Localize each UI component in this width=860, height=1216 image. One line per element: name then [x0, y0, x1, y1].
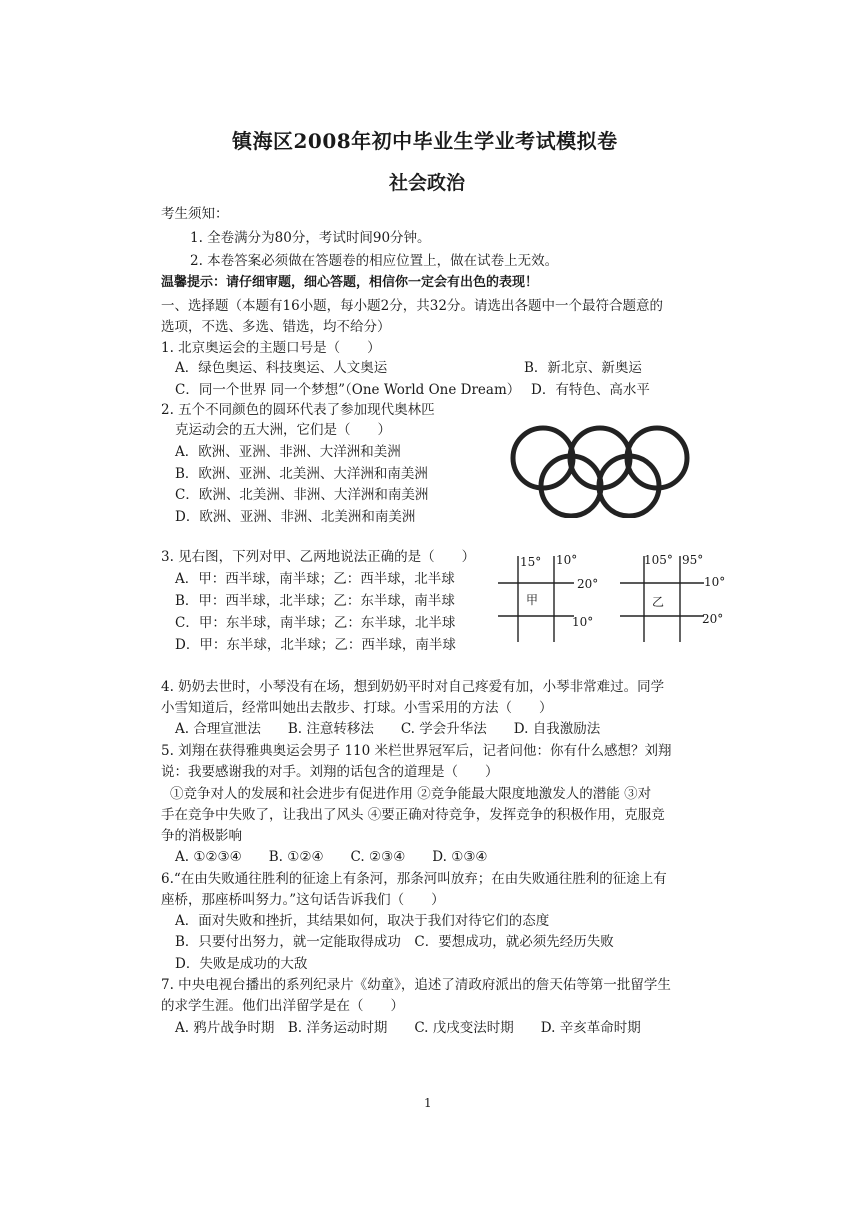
notice-heading: 考生须知：: [161, 206, 229, 222]
q2-option-c: C．欧洲、北美洲、非洲、大洋洲和南美洲: [175, 487, 429, 503]
q4-stem-line2: 小雪知道后，经常叫她出去散步、打球。小雪采用的方法（ ）: [161, 700, 553, 716]
notice-item-1: 1. 全卷满分为80分，考试时间90分钟。: [190, 230, 431, 246]
q1-option-a: A．绿色奥运、科技奥运、人文奥运: [175, 360, 388, 376]
q6-stem-line1: 6.“在由失败通往胜利的征途上有条河，那条河叫放弃；在由失败通往胜利的征途上有: [161, 871, 667, 887]
q6-stem-line2: 座桥，那座桥叫努力。”这句话告诉我们（ ）: [161, 892, 445, 908]
q4-stem-line1: 4. 奶奶去世时，小琴没有在场，想到奶奶平时对自己疼爱有加，小琴非常难过。同学: [161, 679, 665, 695]
q5-body-line3: 争的消极影响: [161, 828, 242, 844]
q3-option-c: C．甲：东半球，南半球；乙：东半球，北半球: [175, 615, 456, 631]
jia-place-label: 甲: [526, 593, 539, 607]
q1-option-d: D．有特色、高水平: [531, 382, 650, 398]
q3-option-b: B．甲：西半球，北半球；乙：东半球，南半球: [175, 593, 455, 609]
q2-option-d: D．欧洲、亚洲、非洲、北美洲和南美洲: [175, 509, 416, 525]
q5-stem-line1: 5. 刘翔在获得雅典奥运会男子 110 米栏世界冠军后，记者问他：你有什么感想？刘翔: [161, 743, 672, 759]
section1-instructions-line1: 一、选择题（本题有16小题，每小题2分，共32分。请选出各题中一个最符合题意的: [161, 298, 663, 314]
subject-title: 社会政治: [389, 172, 466, 194]
q6-option-b-c: B．只要付出努力，就一定能取得成功 C．要想成功，就必须先经历失败: [175, 934, 614, 950]
q3-option-a: A．甲：西半球，南半球；乙：西半球，北半球: [175, 571, 455, 587]
yi-lon-left-label: 105°: [644, 553, 673, 567]
q2-stem-line2: 克运动会的五大洲，它们是（ ）: [175, 422, 391, 438]
yi-lat-top-label: 10°: [704, 575, 726, 589]
q4-options: A. 合理宣泄法 B. 注意转移法 C. 学会升华法 D. 自我激励法: [175, 721, 601, 737]
jia-lat-top-label: 20°: [577, 577, 599, 591]
jia-lon-right-label: 10°: [556, 553, 578, 567]
exam-title: 镇海区2008年初中毕业生学业考试模拟卷: [232, 129, 618, 153]
jia-lat-bottom-label: 10°: [572, 615, 594, 629]
q1-option-b: B．新北京、新奥运: [524, 360, 642, 376]
q7-stem-line2: 的求学生涯。他们出洋留学是在（ ）: [161, 998, 404, 1014]
yi-lat-bottom-label: 20°: [702, 612, 724, 626]
warm-tip: 温馨提示：请仔细审题，细心答题，相信你一定会有出色的表现！: [161, 275, 539, 290]
q3-option-d: D．甲：东半球，北半球；乙：西半球，南半球: [175, 637, 456, 653]
q5-stem-line2: 说：我要感谢我的对手。刘翔的话包含的道理是（ ）: [161, 764, 499, 780]
q7-options: A. 鸦片战争时期 B. 洋务运动时期 C. 戊戌变法时期 D. 辛亥革命时期: [175, 1020, 641, 1036]
q2-option-a: A．欧洲、亚洲、非洲、大洋洲和美洲: [175, 444, 401, 460]
page-number: 1: [424, 1096, 432, 1110]
olympic-rings-figure: [505, 418, 695, 518]
q6-option-a: A．面对失败和挫折，其结果如何，取决于我们对待它们的态度: [175, 913, 550, 929]
q7-stem-line1: 7. 中央电视台播出的系列纪录片《幼童》，追述了清政府派出的詹天佑等第一批留学生: [161, 977, 671, 993]
yi-place-label: 乙: [652, 595, 665, 609]
q1-option-c: C．同一个世界 同一个梦想”（One World One Dream）: [175, 382, 521, 398]
jia-lon-left-label: 15°: [520, 555, 542, 569]
section1-instructions-line2: 选项，不选、多选、错选，均不给分）: [161, 319, 391, 335]
q1-stem: 1. 北京奥运会的主题口号是（ ）: [161, 340, 381, 356]
lat-lon-grid-figure: [492, 548, 732, 648]
q2-option-b: B．欧洲、亚洲、北美洲、大洋洲和南美洲: [175, 466, 428, 482]
yi-lon-right-label: 95°: [682, 553, 704, 567]
q5-options: A. ①②③④ B. ①②④ C. ②③④ D. ①③④: [175, 849, 488, 865]
q3-stem: 3. 见右图，下列对甲、乙两地说法正确的是（ ）: [161, 549, 476, 565]
q5-body-line2: 手在竞争中失败了，让我出了风头 ④要正确对待竞争，发挥竞争的积极作用，克服竞: [161, 807, 665, 823]
q2-stem-line1: 2. 五个不同颜色的圆环代表了参加现代奥林匹: [161, 402, 435, 418]
q6-option-d: D．失败是成功的大敌: [175, 956, 308, 972]
q5-body-line1: ①竞争对人的发展和社会进步有促进作用 ②竞争能最大限度地激发人的潜能 ③对: [170, 786, 652, 802]
notice-item-2: 2. 本卷答案必须做在答题卷的相应位置上，做在试卷上无效。: [190, 253, 559, 269]
